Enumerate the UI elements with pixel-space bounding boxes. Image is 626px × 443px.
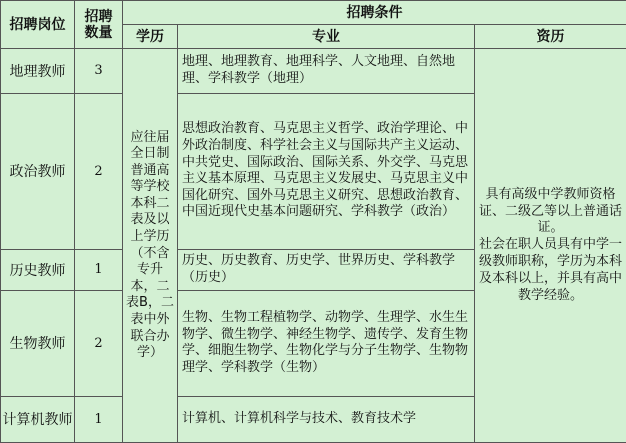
- major-cell: 历史、历史教育、历史学、世界历史、学科教学（历史）: [178, 249, 475, 290]
- header-position: 招聘岗位: [1, 1, 75, 49]
- count-cell: 2: [75, 93, 123, 249]
- count-cell: 3: [75, 49, 123, 93]
- count-cell: 1: [75, 249, 123, 290]
- major-cell: 地理、地理教育、地理科学、人文地理、自然地理、学科教学（地理）: [178, 49, 475, 93]
- header-qualification: 资历: [475, 25, 626, 49]
- header-count-text: 招聘数量: [84, 8, 113, 41]
- major-cell: 计算机、计算机科学与技术、教育技术学: [178, 396, 475, 442]
- qualification-cell: [475, 49, 626, 443]
- major-cell: 生物、生物工程植物学、动物学、生理学、水生生物学、微生物学、神经生物学、遗传学、发育生物学、细胞生物学、生物化学与分子生物学、生物物理学、学科教学（生物）: [178, 290, 475, 396]
- position-cell: 生物教师: [1, 290, 75, 396]
- header-count: [75, 1, 123, 49]
- header-conditions: 招聘条件: [123, 1, 626, 25]
- header-row-1: [1, 1, 626, 25]
- count-cell: 1: [75, 396, 123, 442]
- header-major: 专业: [178, 25, 475, 49]
- qualification-line-2: 社会在职人员具有中学一级教师职称，学历为本科及本科以上，并具有高中教学经验。: [479, 237, 623, 303]
- position-cell: 计算机教师: [1, 396, 75, 442]
- count-cell: 2: [75, 290, 123, 396]
- table-row: [1, 49, 626, 93]
- qualification-line-1: 具有高级中学教师资格证、二级乙等以上普通话证。: [479, 186, 623, 236]
- position-cell: 政治教师: [1, 93, 75, 249]
- education-cell: 应往届全日制普通高等学校本科二表及以上学历（不含专升本，二表B，二表中外联合办学）: [123, 49, 178, 443]
- position-cell: 地理教师: [1, 49, 75, 93]
- position-cell: 历史教师: [1, 249, 75, 290]
- header-education: 学历: [123, 25, 178, 49]
- major-cell: 思想政治教育、马克思主义哲学、政治学理论、中外政治制度、科学社会主义与国际共产主义运动、中共党史、国际政治、国际关系、外交学、马克思主义基本原理、马克思主义发展史、马克思主义中国化研究、国外马克思主义研究、思想政治教育、中国近现代史基本问题研究、学科教学（政治）: [178, 93, 475, 249]
